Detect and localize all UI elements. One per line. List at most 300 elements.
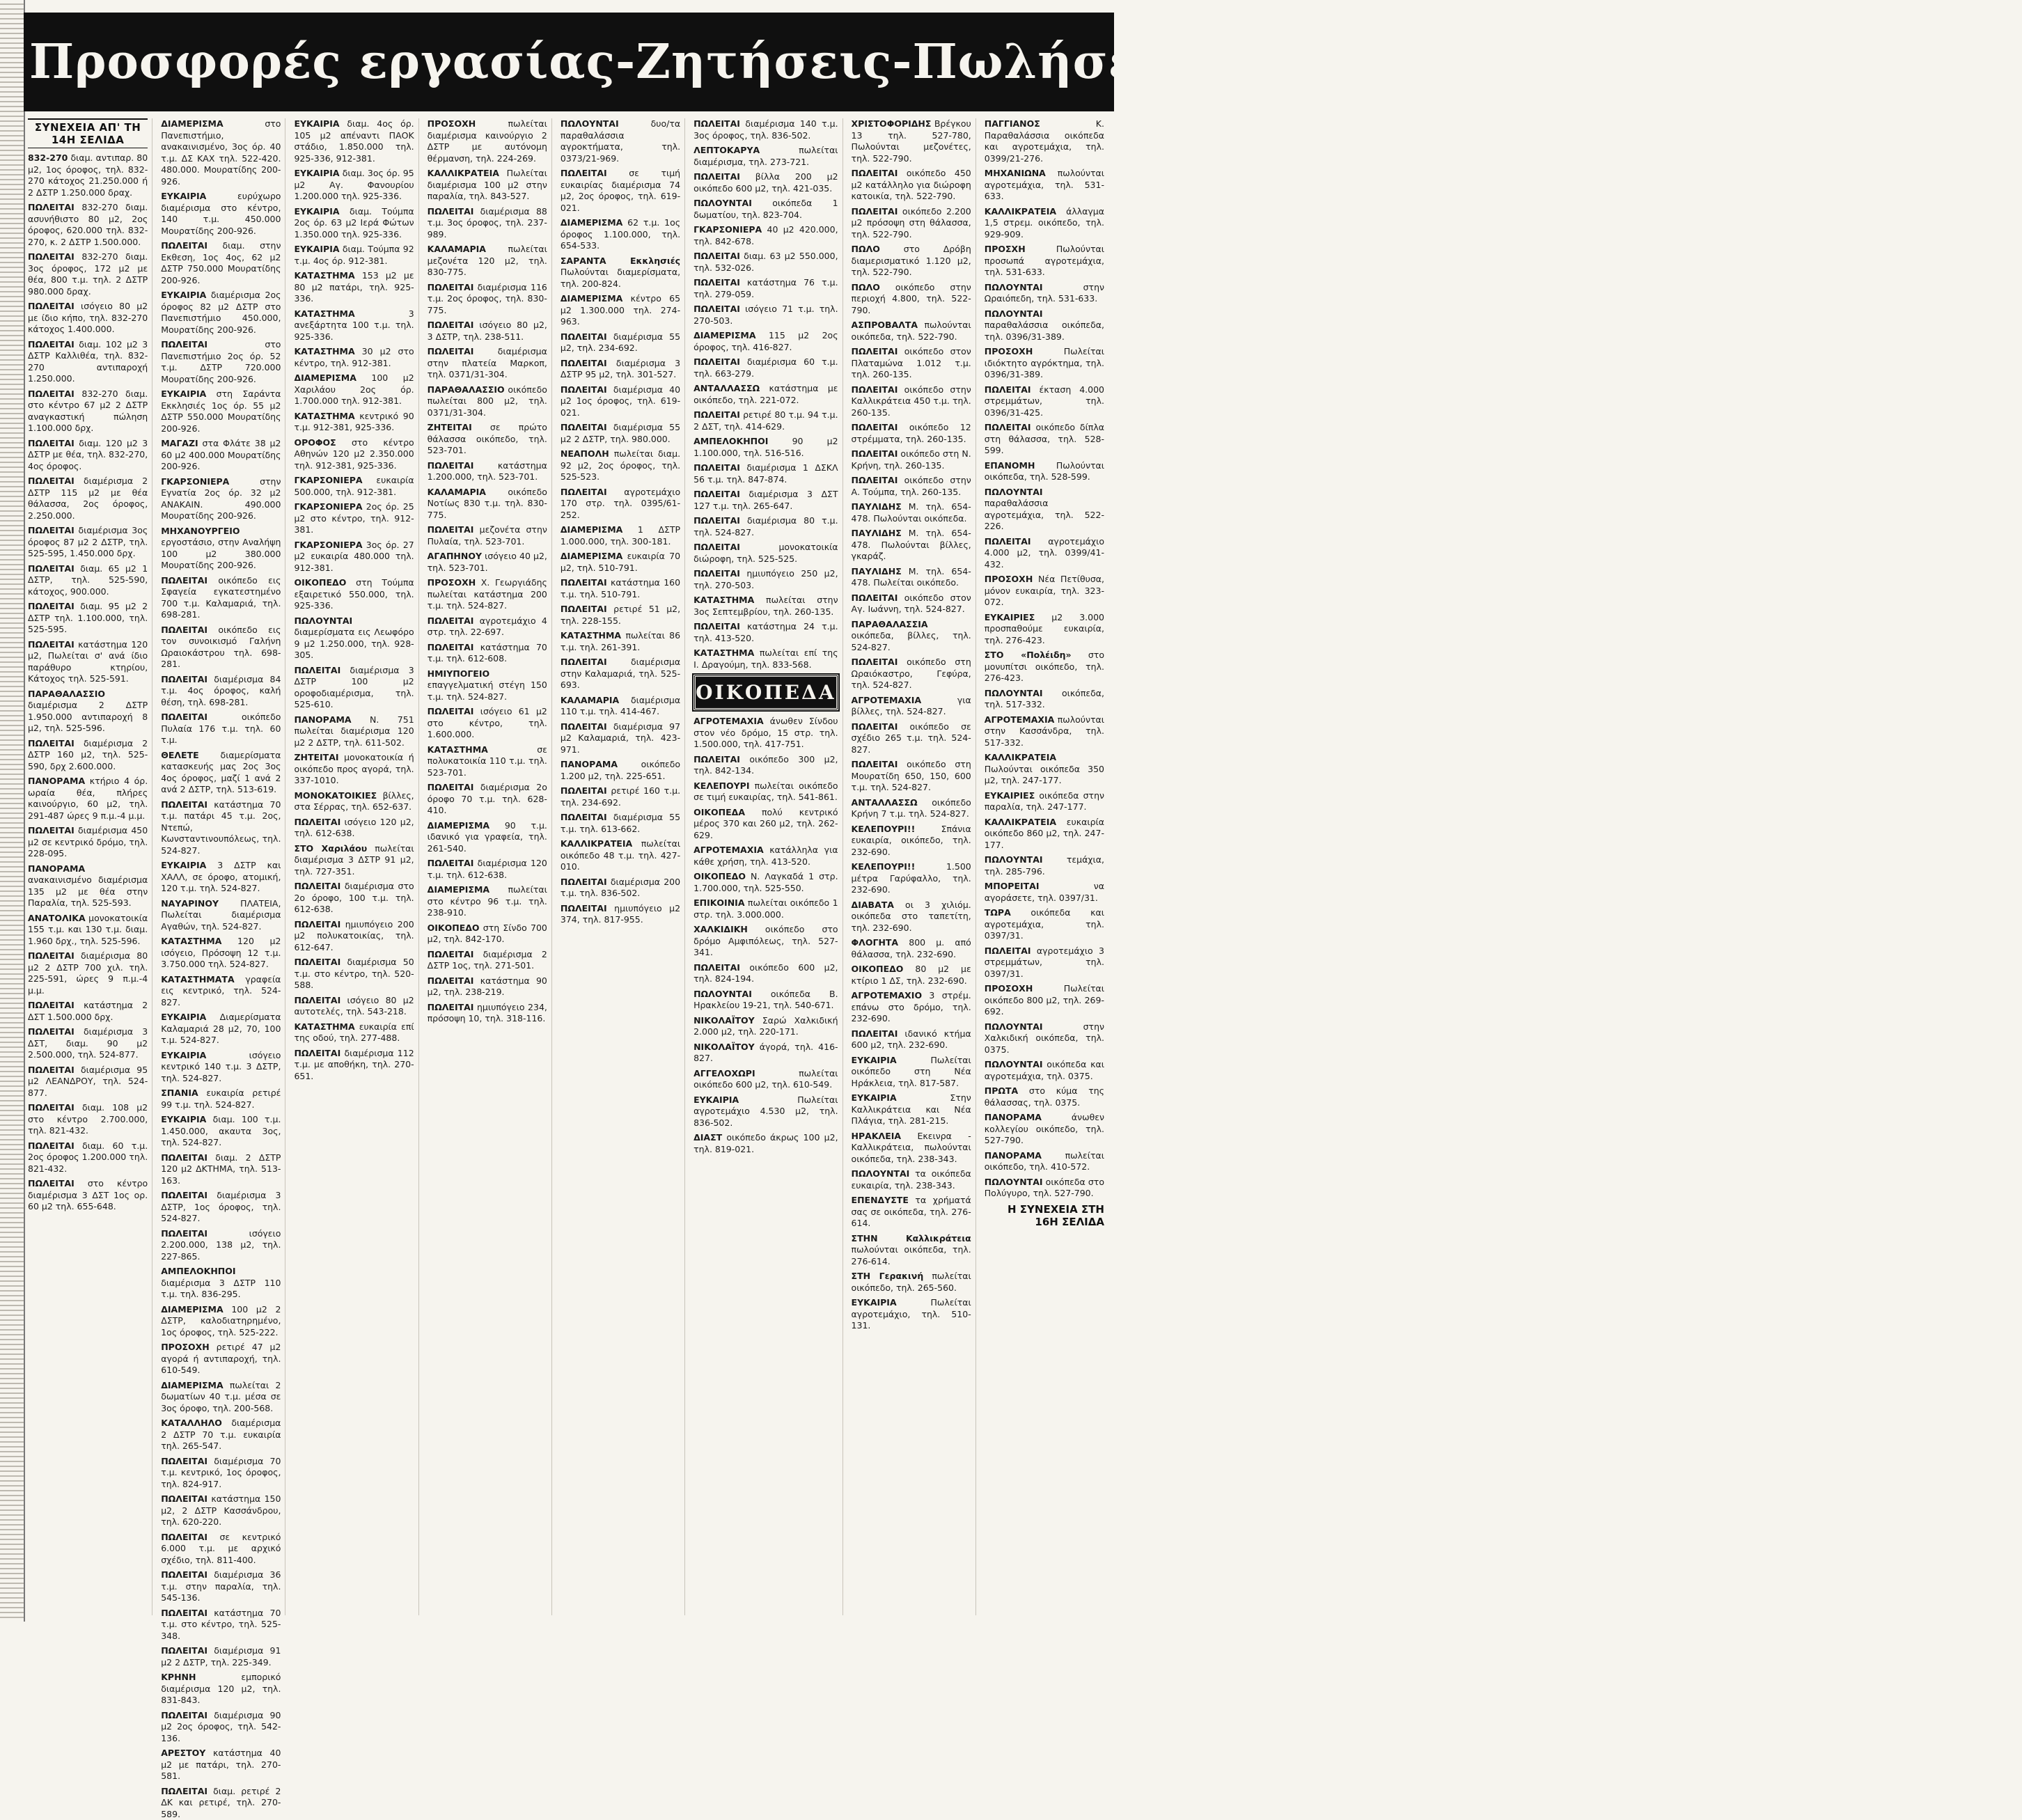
- classified-ad: [294, 752, 414, 787]
- ad-lead-word: ΕΥΚΑΙΡΙΑ: [294, 244, 339, 254]
- ad-lead-word: ΠΩΛΕΙΤΑΙ: [428, 282, 474, 292]
- ad-lead-word: ΝΕΑΠΟΛΗ: [561, 448, 609, 459]
- ad-lead-word: ΑΝΤΑΛΛΑΣΣΩ: [852, 797, 918, 808]
- ad-body-text: Εκεινρα - Καλλικράτεια, πωλούνται οικόπεδα, τηλ. 238-343.: [852, 1131, 971, 1164]
- ad-body-text: στο κύμα της θάλασσας, τηλ. 0375.: [985, 1085, 1104, 1108]
- ad-lead-word: ΠΩΛΕΙΤΑΙ: [428, 782, 474, 792]
- classified-ad: [428, 858, 547, 881]
- ad-lead-word: ΓΚΑΡΣΟΝΙΕΡΑ: [294, 501, 362, 512]
- ad-body-text: διαμέρισμα 90 μ2 2ος όροφος, τηλ. 542-136.: [161, 1710, 281, 1743]
- ad-body-text: διαμ. 120 μ2 3 ΔΣΤΡ με θέα, τηλ. 832-270, 4ος όροφος.: [28, 438, 148, 471]
- classified-ad: [561, 577, 680, 600]
- ad-body-text: επαγγελματική στέγη 150 τ.μ. τηλ. 524-827.: [428, 680, 547, 702]
- ad-body-text: παραθαλάσσια αγροτεμάχια, τηλ. 522-226.: [985, 498, 1104, 531]
- ad-body-text: πωλούνται οικόπεδα, τηλ. 276-614.: [852, 1244, 971, 1266]
- ad-lead-word: ΠΩΛΕΙΤΑΙ: [161, 1190, 207, 1200]
- ad-lead-word: ΚΑΛΑΜΑΡΙΑ: [428, 487, 486, 497]
- ad-lead-word: ΠΩΛΕΙΤΑΙ: [985, 422, 1031, 432]
- classified-ad: [28, 1026, 148, 1061]
- ad-lead-word: ΠΩΛΕΙΤΑΙ: [294, 881, 340, 891]
- classified-ad: [294, 501, 414, 536]
- classified-ad: [852, 282, 971, 317]
- ad-lead-word: ΠΩΛΕΙΤΑΙ: [28, 825, 75, 836]
- classified-ad: [693, 489, 838, 512]
- column-6: [693, 118, 842, 1615]
- ad-lead-word: ΕΥΚΑΙΡΙΕΣ: [985, 790, 1035, 801]
- ad-body-text: οικόπεδα και αγροτεμάχια, τηλ. 0397/31.: [985, 907, 1104, 941]
- ad-body-text: διαμερίσματα κατασκευής μας 2ος 3ος 4ος όροφος, μαζί 1 ανά 2 ανά 2 ΔΣΤΡ, τηλ. 513-619.: [161, 750, 281, 795]
- ad-lead-word: ΠΩΛΕΙΤΑΙ: [428, 642, 474, 652]
- ad-lead-word: ΠΩΛΟΥΝΤΑΙ: [852, 1168, 910, 1179]
- ad-lead-word: ΕΥΚΑΙΡΙΑ: [161, 1012, 206, 1022]
- ad-body-text: διαμ. 102 μ2 3 ΔΣΤΡ Καλλιθέα, τηλ. 832-270 αντιπαροχή 1.250.000.: [28, 339, 148, 384]
- ad-lead-word: ΑΣΠΡΟΒΑΛΤΑ: [852, 320, 918, 330]
- ad-body-text: ανακαινισμένο διαμέρισμα 135 μ2 με θέα στην Παραλία, τηλ. 525-593.: [28, 874, 148, 908]
- classified-ad: [294, 957, 414, 991]
- classified-ad: [428, 346, 547, 381]
- classified-ad: [852, 797, 971, 820]
- ad-lead-word: ΠΩΛΕΙΤΑΙ: [161, 1532, 207, 1542]
- ad-body-text: διαμέρισμα 40 μ2 1ος όροφος, τηλ. 619-021.: [561, 384, 680, 418]
- classified-ad: [428, 923, 547, 946]
- classified-ad: [852, 721, 971, 756]
- ad-lead-word: ΠΩΛΟΥΝΤΑΙ: [985, 854, 1043, 865]
- classified-ad: [161, 712, 281, 746]
- ad-lead-word: ΠΩΛΕΙΤΑΙ: [294, 995, 340, 1005]
- classified-ad: [561, 256, 680, 290]
- classified-ad: [428, 668, 547, 703]
- classified-ad: [561, 812, 680, 835]
- ad-body-text: οικόπεδα στην παραλία, τηλ. 247-177.: [985, 790, 1104, 813]
- ad-body-text: Νέα Πετίθυσα, μόνον ευκαιρία, τηλ. 323-072.: [985, 574, 1104, 607]
- ad-lead-word: ΠΩΛΕΙΤΑΙ: [693, 962, 740, 973]
- ad-lead-word: ΠΩΛΕΙΤΑΙ: [693, 568, 740, 579]
- classified-ad: [693, 1068, 838, 1091]
- classified-ad: [161, 240, 281, 286]
- ad-lead-word: ΚΕΛΕΠΟΥΡΙ!!: [852, 861, 916, 872]
- ad-lead-word: ΠΩΛΕΙΤΑΙ: [428, 320, 474, 330]
- ad-body-text: διαμέρισμα 3 ΔΣΤΡ, 1ος όροφος, τηλ. 524-827.: [161, 1190, 281, 1223]
- ad-lead-word: ΣΤΟ «Πολέιδη»: [985, 650, 1072, 660]
- ad-body-text: 80 μ2 με κτίριο 1 ΔΣ, τηλ. 232-690.: [852, 964, 971, 986]
- ad-body-text: οικόπεδο στην Α. Τούμπα, τηλ. 260-135.: [852, 475, 971, 497]
- ad-body-text: διαμέρισμα 1 ΔΣΚΛ 56 τ.μ. τηλ. 847-874.: [693, 462, 838, 485]
- ad-lead-word: ΕΠΙΚΟΙΝΙΑ: [693, 897, 744, 908]
- ad-lead-word: ΚΕΛΕΠΟΥΡΙ!!: [852, 824, 916, 834]
- classified-ad: [985, 1177, 1104, 1200]
- column-8: [985, 118, 1108, 1615]
- ad-body-text: στη Σίνδο 700 μ2, τηλ. 842-170.: [428, 923, 547, 945]
- ad-lead-word: ΠΩΛΕΙΤΑΙ: [852, 346, 898, 356]
- ad-body-text: ευκαιρία 500.000, τηλ. 912-381.: [294, 475, 414, 497]
- classified-ad: [161, 799, 281, 857]
- ad-lead-word: ΕΥΚΑΙΡΙΑ: [294, 118, 339, 129]
- ad-body-text: στο Δρόβη διαμερισματικό 1.120 μ2, τηλ. 522-790.: [852, 244, 971, 277]
- classified-ad: [294, 540, 414, 574]
- ad-lead-word: ΚΑΤΑΣΤΗΜΑ: [693, 648, 754, 658]
- ad-body-text: διαμ. 100 τ.μ. 1.450.000, ακαυτα 3ος, τηλ. 524-827.: [161, 1114, 281, 1147]
- classified-ad: [985, 487, 1104, 533]
- ad-lead-word: ΠΩΛΕΙΤΑΙ: [561, 903, 607, 913]
- classified-ad: [561, 422, 680, 445]
- ad-lead-word: ΠΡΟΣΟΧΗ: [428, 118, 476, 129]
- ad-body-text: οικόπεδο στη Ν. Κρήνη, τηλ. 260-135.: [852, 448, 971, 471]
- ad-lead-word: ΠΩΛΕΙΤΑΙ: [852, 422, 898, 432]
- ad-body-text: κατάστημα 2 ΔΣΤ 1.500.000 δρχ.: [28, 1000, 148, 1022]
- ad-lead-word: ΚΡΗΝΗ: [161, 1672, 196, 1682]
- column-3: [294, 118, 418, 1615]
- ad-body-text: οικόπεδα, τηλ. 517-332.: [985, 688, 1104, 710]
- ad-lead-word: ΔΙΑΜΕΡΙΣΜΑ: [561, 217, 622, 228]
- classified-ad: [294, 206, 414, 241]
- classified-ad: [693, 542, 838, 565]
- ad-body-text: κατάλληλα για κάθε χρήση, τηλ. 413-520.: [693, 845, 838, 867]
- ad-body-text: κατάστημα με οικόπεδο, τηλ. 221-072.: [693, 383, 838, 405]
- ad-lead-word: ΠΩΛΕΙΤΑΙ: [693, 171, 740, 182]
- classified-ad: [161, 290, 281, 336]
- ad-lead-word: ΕΥΚΑΙΡΙΑ: [693, 1095, 739, 1105]
- classified-ad: [161, 1050, 281, 1085]
- section-ads-list: [693, 716, 838, 1155]
- ad-body-text: 100 μ2 Χαριλάου 2ος όρ. 1.700.000 τηλ. 912-381.: [294, 372, 414, 406]
- classified-ad: [428, 615, 547, 638]
- classified-ad: [294, 714, 414, 749]
- ad-body-text: οικόπεδο 300 μ2, τηλ. 842-134.: [693, 754, 838, 776]
- ad-body-text: ρετιρέ 47 μ2 αγορά ή αντιπαροχή, τηλ. 610-549.: [161, 1342, 281, 1375]
- classified-ad: [294, 615, 414, 661]
- classified-ad: [561, 524, 680, 547]
- classified-ad: [852, 1271, 971, 1294]
- ad-body-text: διαμ. 65 μ2 1 ΔΣΤΡ, τηλ. 525-590, κάτοχος, 900.000.: [28, 563, 148, 597]
- classified-ad: [985, 346, 1104, 381]
- ad-body-text: πωλείται οικόπεδο, τηλ. 410-572.: [985, 1150, 1104, 1172]
- ad-lead-word: ΠΩΛΕΙΤΑΙ: [161, 575, 207, 586]
- ad-lead-word: ΟΙΚΟΠΕΔΟ: [852, 964, 904, 974]
- ad-body-text: τεμάχια, τηλ. 285-796.: [985, 854, 1104, 877]
- classified-ad: [294, 577, 414, 612]
- classified-ad: [161, 1672, 281, 1707]
- classified-ad: [161, 1190, 281, 1225]
- classified-ad: [693, 330, 838, 353]
- classified-ad: [852, 168, 971, 203]
- ad-body-text: οικόπεδα 1 δωματίου, τηλ. 823-704.: [693, 198, 838, 220]
- ad-body-text: διαμέρισμα 80 μ2 2 ΔΣΤΡ 700 χιλ. τηλ. 225-591, ώρες 9 π.μ.-4 μ.μ.: [28, 950, 148, 996]
- ad-body-text: διαμέρισμα 2ος όροφος 82 μ2 ΔΣΤΡ στο Πανεπιστήμιο 450.000, Μουρατίδης 200-926.: [161, 290, 281, 335]
- classified-ad: [294, 1048, 414, 1083]
- ad-body-text: διαμ. Τούμπα 2ος όρ. 63 μ2 Ιερά Φώτων 1.350.000 τηλ. 925-336.: [294, 206, 414, 240]
- ad-lead-word: ΠΩΛΕΙΤΑΙ: [561, 358, 607, 368]
- classified-ad: [693, 754, 838, 777]
- classified-ad: [28, 476, 148, 521]
- column-2: [161, 118, 285, 1615]
- ad-body-text: Μ. τηλ. 654-478. Πωλούνται βίλλες, γκαράζ.: [852, 528, 971, 561]
- ad-body-text: τα οικόπεδα ευκαιρία, τηλ. 238-343.: [852, 1168, 971, 1191]
- ad-body-text: πωλείται οικόπεδο, τηλ. 265-560.: [852, 1271, 971, 1293]
- ad-lead-word: ΔΙΑΜΕΡΙΣΜΑ: [161, 118, 223, 129]
- ads-list: [28, 152, 148, 1213]
- classified-ad: [28, 389, 148, 434]
- ad-lead-word: ΠΩΛΕΙΤΑΙ: [428, 858, 474, 868]
- classified-ad: [693, 845, 838, 868]
- ad-lead-word: ΑΓΓΕΛΟΧΩΡΙ: [693, 1068, 755, 1078]
- ad-body-text: Κ. Παραθαλάσσια οικόπεδα και αγροτεμάχια, τηλ. 0399/21-276.: [985, 118, 1104, 164]
- ad-body-text: 62 τ.μ. 1ος όροφος 1.100.000, τηλ. 654-533.: [561, 217, 680, 251]
- ad-lead-word: ΠΑΡΑΘΑΛΑΣΣΙΟ: [28, 689, 105, 699]
- ad-body-text: ΠΛΑΤΕΙΑ, Πωλείται διαμέρισμα Αγαθών, τηλ. 524-827.: [161, 898, 281, 932]
- classified-ad: [428, 949, 547, 972]
- ad-lead-word: 832-270: [28, 152, 68, 163]
- ad-body-text: ισόγειο 80 μ2 αυτοτελές, τηλ. 543-218.: [294, 995, 414, 1017]
- ad-lead-word: ΠΩΛΕΙΤΑΙ: [161, 1710, 207, 1720]
- classified-ad: [852, 1055, 971, 1090]
- classified-ad: [852, 501, 971, 524]
- ad-body-text: σε πρώτο θάλασσα οικόπεδο, τηλ. 523-701.: [428, 422, 547, 455]
- ad-body-text: κατάστημα 90 μ2, τηλ. 238-219.: [428, 975, 547, 998]
- classified-ad: [161, 1380, 281, 1415]
- ad-lead-word: ΕΥΚΑΙΡΙΑ: [852, 1297, 897, 1308]
- classified-ad: [985, 946, 1104, 980]
- ad-body-text: αγροτεμάχιο 3 στρεμμάτων, τηλ. 0397/31.: [985, 946, 1104, 979]
- classified-ad: [294, 881, 414, 916]
- ad-lead-word: ΠΩΛΕΙΤΑΙ: [985, 946, 1031, 956]
- ad-lead-word: ΠΩΛΕΙΤΑΙ: [693, 515, 740, 526]
- ad-body-text: κατάστημα 160 τ.μ. τηλ. 510-791.: [561, 577, 680, 599]
- ad-body-text: άλλαγμα 1,5 στρεμ. οικόπεδο, τηλ. 929-909.: [985, 206, 1104, 240]
- ad-body-text: διαμέρισμα 36 τ.μ. στην παραλία, τηλ. 545-136.: [161, 1569, 281, 1603]
- classified-ad: [161, 1228, 281, 1263]
- classified-ad: [852, 1028, 971, 1051]
- ad-lead-word: ΚΑΛΛΙΚΡΑΤΕΙΑ: [985, 817, 1056, 827]
- ad-body-text: οικόπεδο δίπλα στη θάλασσα, τηλ. 528-599.: [985, 422, 1104, 455]
- ad-body-text: στο μονυπίτσι οικόπεδο, τηλ. 276-423.: [985, 650, 1104, 683]
- ad-lead-word: ΠΡΟΣΟΧΗ: [985, 346, 1033, 356]
- classified-ad: [693, 568, 838, 591]
- ad-body-text: 3 στρέμ. επάνω στο δρόμο, τηλ. 232-690.: [852, 990, 971, 1023]
- classified-ad: [161, 898, 281, 933]
- classified-ad: [161, 339, 281, 385]
- ad-body-text: ιδανικό κτήμα 600 μ2, τηλ. 232-690.: [852, 1028, 971, 1051]
- ad-lead-word: ΠΩΛΟΥΝΤΑΙ: [693, 198, 752, 208]
- ad-lead-word: ΠΩΛΕΙΤΑΙ: [852, 759, 898, 769]
- classified-ad: [985, 308, 1104, 343]
- classified-ad: [561, 903, 680, 926]
- classified-ad: [852, 1233, 971, 1268]
- classified-ad: [852, 824, 971, 858]
- ad-lead-word: ΠΩΛΕΙΤΑΙ: [852, 168, 898, 178]
- classified-ad: [985, 854, 1104, 877]
- ad-lead-word: ΚΑΤΑΣΤΗΜΑ: [428, 744, 488, 755]
- ad-body-text: για βίλλες, τηλ. 524-827.: [852, 695, 971, 717]
- classified-ad: [693, 277, 838, 300]
- ad-lead-word: ΝΑΥΑΡΙΝΟΥ: [161, 898, 219, 909]
- classified-ad: [852, 990, 971, 1025]
- classified-ad: [294, 665, 414, 711]
- ad-lead-word: ΔΙΑΜΕΡΙΣΜΑ: [161, 1380, 223, 1390]
- ad-body-text: διαμέρισμα 55 τ.μ. τηλ. 613-662.: [561, 812, 680, 834]
- ad-lead-word: ΠΩΛΕΙΤΑΙ: [161, 1608, 207, 1618]
- classified-ad: [693, 989, 838, 1012]
- classified-ad: [852, 695, 971, 718]
- ad-lead-word: ΚΑΤΑΣΤΗΜΑΤΑ: [161, 974, 234, 984]
- classified-ad: [852, 206, 971, 241]
- ad-body-text: διαμέρισμα 60 τ.μ. τηλ. 663-279.: [693, 356, 838, 379]
- ad-body-text: οι 3 χιλιόμ. οικόπεδα στο ταπετίτη, τηλ. 232-690.: [852, 900, 971, 933]
- classified-ad: [428, 244, 547, 279]
- ad-lead-word: ΠΩΛΕΙΤΑΙ: [693, 118, 740, 129]
- classified-ad: [28, 863, 148, 909]
- classified-ad: [28, 301, 148, 336]
- classified-ad: [561, 118, 680, 164]
- ad-lead-word: ΠΑΡΑΘΑΛΑΣΣΙΟ: [428, 384, 505, 395]
- classified-ad: [28, 1065, 148, 1099]
- ad-body-text: 115 μ2 2ος όροφος, τηλ. 416-827.: [693, 330, 838, 352]
- ad-lead-word: ΠΩΛΕΙΤΑΙ: [693, 754, 740, 764]
- classified-ad: [693, 118, 838, 141]
- ad-body-text: διαμέρισμα 84 τ.μ. 4ος όροφος, καλή θέση, τηλ. 698-281.: [161, 674, 281, 707]
- ad-body-text: διαμ. αντιπαρ. 80 μ2, 1ος όροφος, τηλ. 832-270 κάτοχος 21.250.000 ή 2 ΔΣΤΡ 1.250.000 δραχ.: [28, 152, 148, 198]
- classified-ad: [852, 422, 971, 445]
- ad-lead-word: ΟΙΚΟΠΕΔΑ: [693, 807, 745, 817]
- ad-lead-word: ΔΙΑΜΕΡΙΣΜΑ: [561, 293, 622, 304]
- ad-lead-word: ΚΑΤΑΣΤΗΜΑ: [294, 308, 354, 319]
- classified-ad: [985, 817, 1104, 852]
- ad-body-text: ρετιρέ 160 τ.μ. τηλ. 234-692.: [561, 785, 680, 808]
- classified-ad: [294, 270, 414, 305]
- classified-ad: [161, 674, 281, 709]
- ad-body-text: 3 ανεξάρτητα 100 τ.μ. τηλ. 925-336.: [294, 308, 414, 342]
- ad-body-text: εμπορικό διαμέρισμα 120 μ2, τηλ. 831-843.: [161, 1672, 281, 1705]
- ad-lead-word: ΚΑΤΑΣΤΗΜΑ: [561, 630, 621, 641]
- classified-ad: [161, 1304, 281, 1339]
- ad-lead-word: ΣΠΑΝΙΑ: [161, 1088, 198, 1098]
- classified-ad: [561, 630, 680, 653]
- ad-body-text: εργοστάσιο, στην Αναλήψη 100 μ2 380.000 Μουρατίδης 200-926.: [161, 537, 281, 570]
- ad-lead-word: ΛΕΠΤΟΚΑΡΥΑ: [693, 145, 760, 155]
- classified-ad: [852, 566, 971, 589]
- ad-lead-word: ΠΩΛΕΙΤΑΙ: [852, 475, 898, 485]
- ad-body-text: κατάστημα 150 μ2, 2 ΔΣΤΡ Κασσάνδρου, τηλ. 620-220.: [161, 1493, 281, 1527]
- ad-body-text: ημιυπόγειο 250 μ2, τηλ. 270-503.: [693, 568, 838, 590]
- classified-ad: [28, 563, 148, 598]
- classified-ad: [985, 244, 1104, 279]
- ad-body-text: Ν. 751 πωλείται διαμέρισμα 120 μ2 2 ΔΣΤΡ, τηλ. 611-502.: [294, 714, 414, 748]
- classified-ad: [294, 919, 414, 954]
- ad-lead-word: ΠΩΛΕΙΤΑΙ: [28, 1065, 75, 1075]
- classified-ad: [28, 950, 148, 996]
- ad-body-text: διαμέρισμα 450 μ2 σε κεντρικό δρόμο, τηλ. 228-095.: [28, 825, 148, 858]
- ad-body-text: διαμ. 108 μ2 στο κέντρο 2.700.000, τηλ. 821-432.: [28, 1102, 148, 1136]
- ad-lead-word: ΗΜΙΥΠΟΓΕΙΟ: [428, 668, 489, 679]
- classified-ad: [852, 475, 971, 498]
- classified-ad: [985, 168, 1104, 203]
- classified-ad: [28, 438, 148, 473]
- ad-lead-word: ΖΗΤΕΙΤΑΙ: [294, 752, 338, 762]
- classified-ad: [561, 877, 680, 900]
- classified-ad: [693, 515, 838, 538]
- ad-lead-word: ΠΡΟΣΟΧΗ: [161, 1342, 210, 1352]
- ad-body-text: 1 ΔΣΤΡ 1.000.000, τηλ. 300-181.: [561, 524, 680, 547]
- classified-ad: [161, 1786, 281, 1820]
- ad-body-text: διαμέρισμα 2 ΔΣΤΡ 70 τ.μ. ευκαιρία τηλ. 265-547.: [161, 1418, 281, 1451]
- ad-lead-word: ΕΠΑΝΟΜΗ: [985, 460, 1035, 471]
- ad-body-text: 120 μ2 ισόγειο, Πρόσοψη 12 τ.μ. 3.750.000 τηλ. 524-827.: [161, 936, 281, 969]
- ad-body-text: στη Τούμπα εξαιρετικό 550.000, τηλ. 925-336.: [294, 577, 414, 611]
- ad-lead-word: ΠΩΛΕΙΤΑΙ: [28, 601, 75, 611]
- classified-ad: [294, 411, 414, 434]
- ad-body-text: σε τιμή ευκαιρίας διαμέρισμα 74 μ2, 2ος όροφος, τηλ. 619-021.: [561, 168, 680, 213]
- ad-lead-word: ΕΥΚΑΙΡΙΑ: [161, 1114, 206, 1124]
- classified-ad: [561, 759, 680, 782]
- classified-ad: [294, 437, 414, 472]
- ad-lead-word: ΠΩΛΕΙΤΑΙ: [561, 877, 607, 887]
- ad-lead-word: ΔΙΑΜΕΡΙΣΜΑ: [561, 551, 622, 561]
- ad-body-text: οικόπεδο άκρως 100 μ2, τηλ. 819-021.: [693, 1132, 838, 1154]
- ad-body-text: ευκαιρία ρετιρέ 99 τ.μ. τηλ. 524-827.: [161, 1088, 281, 1110]
- ad-body-text: μονοκατοικία 155 τ.μ. και 130 τ.μ. διαμ. 1.960 δρχ., τηλ. 525-596.: [28, 913, 148, 946]
- ad-lead-word: ΠΩΛΕΙΤΑΙ: [294, 919, 340, 929]
- ad-lead-word: ΚΑΤΑΣΤΗΜΑ: [693, 595, 754, 605]
- classified-ad: [852, 900, 971, 934]
- ad-body-text: στο κέντρο διαμέρισμα 3 ΔΣΤ 1ος ορ. 60 μ2 τηλ. 655-648.: [28, 1178, 148, 1211]
- classified-ad: [693, 621, 838, 644]
- ad-body-text: Πωλούνται προσωπά αγροτεμάχια, τηλ. 531-633.: [985, 244, 1104, 277]
- ad-body-text: διαμέρισμα 88 τ.μ. 3ος όροφος, τηλ. 237-989.: [428, 206, 547, 240]
- classified-ad: [428, 577, 547, 612]
- ad-body-text: διαμέρισμα 110 τ.μ. τηλ. 414-467.: [561, 695, 680, 717]
- ad-body-text: στο Πανεπιστήμιο, ανακαινισμένο, 3ος όρ. 40 τ.μ. ΔΣ ΚΑΧ τηλ. 522-420. 480.000. Μουρατίδης 200-926.: [161, 118, 281, 187]
- ad-body-text: παραθαλάσσια οικόπεδα, τηλ. 0396/31-389.: [985, 320, 1104, 342]
- ad-lead-word: ΑΜΠΕΛΟΚΗΠΟΙ: [693, 436, 768, 446]
- ad-lead-word: ΠΑΡΑΘΑΛΑΣΣΙΑ: [852, 619, 928, 629]
- classified-ad: [693, 145, 838, 168]
- classified-ad: [28, 738, 148, 773]
- ad-body-text: πωλούνται οικόπεδα, τηλ. 522-790.: [852, 320, 971, 342]
- ads-list: [161, 118, 281, 1820]
- ad-body-text: Χ. Γεωργιάδης πωλείται κατάστημα 200 τ.μ. τηλ. 524-827.: [428, 577, 547, 611]
- classified-ad: [428, 642, 547, 665]
- ad-lead-word: ΠΩΛΟΥΝΤΑΙ: [985, 1059, 1043, 1069]
- classified-ad: [693, 356, 838, 379]
- ads-list: [294, 118, 414, 1082]
- classified-ad: [985, 118, 1104, 164]
- ad-body-text: κατάστημα 120 μ2, Πωλείται σ' ανά ίδιο παράθυρο κτηρίου, Κάτοχος τηλ. 525-591.: [28, 639, 148, 684]
- ad-lead-word: ΔΙΑΜΕΡΙΣΜΑ: [428, 884, 489, 895]
- ad-lead-word: ΠΡΟΣΟΧΗ: [985, 983, 1033, 994]
- ad-body-text: οικόπεδο στην περιοχή 4.800, τηλ. 522-790.: [852, 282, 971, 315]
- ad-lead-word: ΠΩΛΕΙΤΑΙ: [294, 665, 340, 675]
- ad-body-text: στη Σαράντα Εκκλησιές 1ος όρ. 55 μ2 ΔΣΤΡ 550.000 Μουρατίδης 200-926.: [161, 389, 281, 434]
- ad-body-text: κτήριο 4 όρ. ωραία θέα, πλήρες καινούργιο, 60 μ2, τηλ. 291-487 ώρες 9 π.μ.-4 μ.μ.: [28, 776, 148, 821]
- ad-lead-word: ΠΡΟΣΧΗ: [985, 244, 1026, 254]
- classified-ad: [985, 574, 1104, 609]
- ad-body-text: διαμέρισμα 3 ΔΣΤ 127 τ.μ. τηλ. 265-647.: [693, 489, 838, 511]
- page-banner: [24, 13, 1114, 111]
- classified-ad: [161, 1710, 281, 1745]
- ad-body-text: οικόπεδο στο δρόμο Αμφιπόλεως, τηλ. 527-341.: [693, 924, 838, 957]
- ad-body-text: ισόγειο 71 τ.μ. τηλ. 270-503.: [693, 304, 838, 326]
- classified-ad: [852, 593, 971, 615]
- classified-ad: [985, 384, 1104, 419]
- ad-lead-word: ΠΩΛΕΙΤΑΙ: [693, 251, 740, 261]
- classified-ad: [561, 785, 680, 808]
- section-heading-plots: ΟΙΚΟΠΕΔΑ: [693, 675, 838, 710]
- ad-lead-word: ΠΩΛΕΙΤΑΙ: [693, 277, 740, 288]
- ad-body-text: αγροτεμάχιο 170 στρ. τηλ. 0395/61-252.: [561, 487, 680, 520]
- classified-ad: [161, 1608, 281, 1642]
- classified-ad: [985, 1150, 1104, 1173]
- ad-lead-word: ΠΩΛΕΙΤΑΙ: [294, 1048, 340, 1058]
- ad-body-text: Πωλούνται διαμερίσματα, τηλ. 200-824.: [561, 267, 680, 289]
